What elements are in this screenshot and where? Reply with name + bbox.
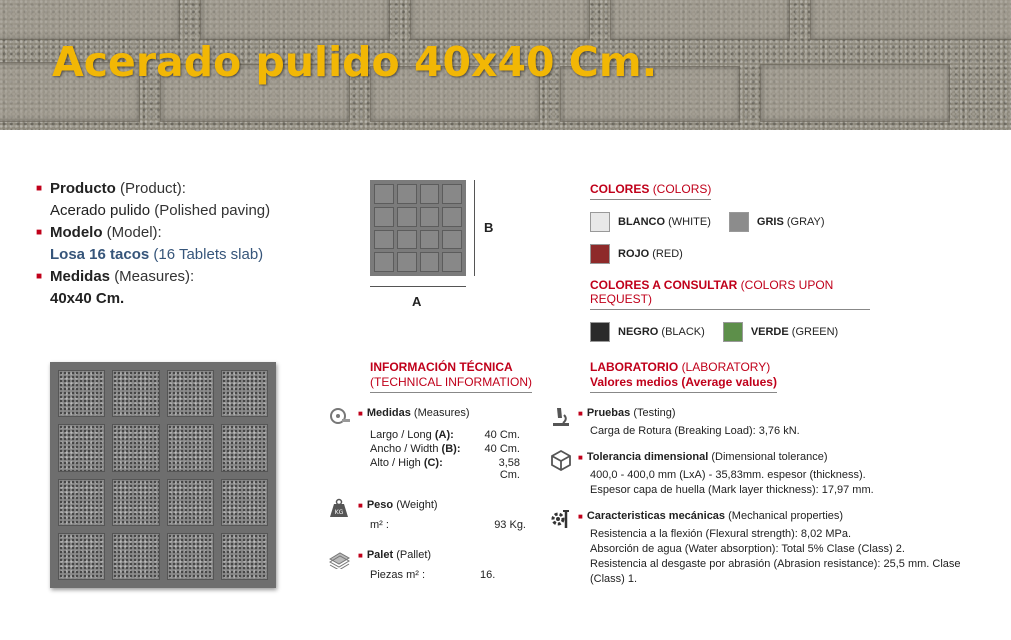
length-row: Largo / Long (A): 40 Cm. — [370, 429, 520, 441]
technical-info-title: INFORMACIÓN TÉCNICA (TECHNICAL INFORMATION) — [370, 360, 536, 393]
model-label: Modelo — [50, 224, 103, 241]
spec-model-row — [36, 222, 336, 244]
product-photo — [50, 362, 276, 588]
model-label-en: (Model): — [106, 224, 162, 241]
paving-block — [0, 0, 180, 40]
technical-info — [326, 360, 536, 581]
weight-item: KG ■ Peso (Weight) — [326, 499, 536, 511]
paving-block — [410, 0, 590, 40]
product-value-en: (Polished paving) — [154, 202, 271, 219]
pallet-icon — [328, 547, 350, 569]
svg-text:KG: KG — [334, 509, 344, 516]
tile-diagram — [370, 180, 466, 276]
mechanical-text: Resistencia a la flexión (Flexural strength): 8,02 MPa. Absorción de agua (Water absorption): Total 5% Clase (Class) 2. Resistencia al desgaste por abrasión (Abrasion resistance): 25,5 mm. Clase (Class) 1. — [590, 528, 961, 585]
gear-wrench-icon — [550, 508, 572, 530]
paving-block — [760, 64, 950, 122]
dimension-b-label: B — [484, 220, 494, 235]
model-value-en: (16 Tablets slab) — [153, 246, 264, 263]
tolerance-item: ■ Tolerancia dimensional (Dimensional tolerance) — [548, 451, 988, 463]
testing-item: ■ Pruebas (Testing) — [548, 407, 988, 419]
model-value: Losa 16 tacos — [50, 246, 150, 263]
measures-label-en: (Measures): — [114, 268, 195, 285]
color-gray: GRIS (GRAY) — [729, 212, 825, 232]
paving-block — [810, 0, 1011, 40]
paving-block — [610, 0, 790, 40]
measures-label: Medidas — [50, 268, 111, 285]
measures-item: ■ Medidas (Measures) — [326, 407, 536, 419]
bullet-icon: ■ — [36, 227, 43, 238]
spec-model-value — [36, 244, 336, 266]
spec-product-row — [36, 178, 336, 200]
laboratory-title: LABORATORIO (LABORATORY) Valores medios (Average values) — [590, 360, 988, 393]
bullet-icon: ■ — [36, 271, 43, 282]
tolerance-text: 400,0 - 400,0 mm (LxA) - 35,83mm. espesor (thickness). Espesor capa de huella (Mark layer thickness): 17,97 mm. — [590, 469, 874, 496]
page-title: Acerado pulido 40x40 Cm. — [52, 38, 658, 86]
color-row — [590, 244, 870, 264]
color-row — [590, 322, 870, 342]
color-swatch — [590, 322, 610, 342]
testing-text: Carga de Rotura (Breaking Load): 3,76 kN. — [590, 425, 800, 437]
color-swatch — [729, 212, 749, 232]
dimension-diagram — [370, 180, 494, 309]
colors-request-title: COLORES A CONSULTAR (COLORS UPON REQUEST) — [590, 278, 870, 310]
spec-product-value — [36, 200, 336, 222]
pallet-row: Piezas m² : 16. — [370, 569, 496, 581]
weight-icon — [328, 497, 350, 519]
dimension-b-line — [474, 180, 475, 276]
weight-row: m² : 93 Kg. — [370, 519, 526, 531]
mechanical-item: ■ Caracteristicas mecánicas (Mechanical properties) — [548, 510, 988, 522]
dimension-a-label: A — [412, 294, 422, 309]
color-swatch — [590, 244, 610, 264]
product-value: Acerado pulido — [50, 202, 151, 219]
color-white: BLANCO (WHITE) — [590, 212, 711, 232]
tape-measure-icon — [328, 405, 350, 427]
measures-value: 40x40 Cm. — [50, 290, 125, 307]
pallet-item: ■ Palet (Pallet) — [326, 549, 536, 561]
microscope-icon — [550, 405, 572, 427]
color-red: ROJO (RED) — [590, 244, 683, 264]
color-row — [590, 212, 870, 232]
product-label: Producto — [50, 180, 116, 197]
color-swatch — [590, 212, 610, 232]
header-banner — [0, 0, 1011, 130]
laboratory — [548, 360, 988, 587]
product-spec — [36, 178, 336, 310]
bullet-icon: ■ — [36, 183, 43, 194]
product-label-en: (Product): — [120, 180, 186, 197]
width-row: Ancho / Width (B): 40 Cm. — [370, 443, 520, 455]
paving-block — [200, 0, 390, 40]
color-swatch — [723, 322, 743, 342]
dimension-a-line — [370, 286, 466, 287]
colors-section — [590, 180, 870, 342]
colors-title: COLORES (COLORS) — [590, 182, 711, 200]
spec-measures-row — [36, 266, 336, 288]
cube-icon — [550, 449, 572, 471]
color-green: VERDE (GREEN) — [723, 322, 838, 342]
color-black: NEGRO (BLACK) — [590, 322, 705, 342]
height-row: Alto / High (C): 3,58 Cm. — [370, 457, 520, 481]
